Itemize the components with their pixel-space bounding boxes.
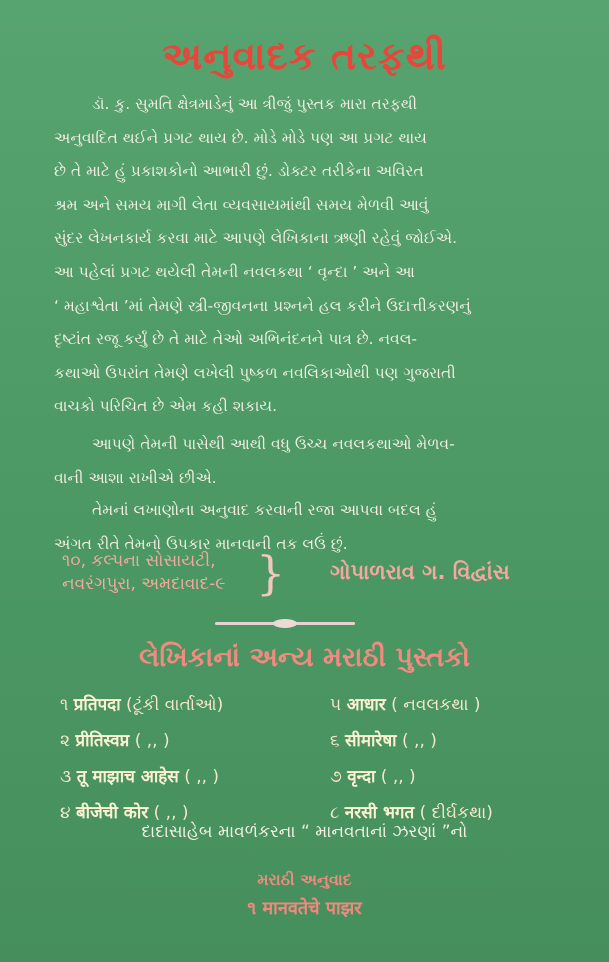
book-name: प्रतिपदा — [73, 695, 121, 715]
book-number: ૨ — [60, 731, 70, 751]
book-item — [60, 728, 170, 751]
paragraph-line: દૃષ્ટાંત રજૂ કર્યું છે તે માટે તેઓ અભિનંદનને પાત્ર છે. નવલ- — [54, 330, 418, 349]
book-name: बीजेची कोर — [75, 803, 149, 823]
paragraph-line: છે તે માટે હું પ્રકાશકોનો આભારી છું. ડોક્ટર તરીકેના અવિરત — [54, 162, 424, 181]
paragraph-line: આ પહેલાં પ્રગટ થયેલી તેમની નવલકથા ‘ વૃન્દા ’ અને આ — [54, 262, 415, 281]
footer-translation-title: ૧ मानवतेचे पाझर — [247, 898, 362, 919]
address-line-2: નવરંગપુરા, અમદાવાદ-૯ — [62, 574, 226, 594]
paragraph-line: કથાઓ ઉપરાંત તેમણે લખેલી પુષ્કળ નવલિકાઓથી પણ ગુજરાતી — [54, 363, 456, 382]
dadasaheb-line: દાદાસાહેબ માવળંકરના “ માનવતાનાં ઝરણાં ”નો — [141, 822, 468, 842]
paragraph-line: સુંદર લેખનકાર્ય કરવા માટે આપણે લેખિકાના ઋણી રહેવું જોઈએ. — [54, 229, 458, 248]
book-row — [60, 764, 580, 800]
preface-paragraph-1 — [54, 88, 560, 424]
book-name: वृन्दा — [347, 767, 376, 787]
page-title: અનુવાદક તરફથી — [162, 34, 447, 78]
translator-address — [62, 550, 225, 596]
book-number: ૪ — [60, 803, 71, 823]
address-line-1: ૧૦, કલ્પના સોસાયટી, — [62, 551, 216, 571]
preface-paragraph-2 — [54, 428, 560, 495]
book-item — [330, 764, 416, 787]
book-name: नरसी भगत — [344, 803, 415, 823]
paragraph-line: વાચકો પરિચિત છે એમ કહી શકાય. — [54, 397, 278, 416]
book-genre: ( ,, ) — [134, 731, 170, 751]
paragraph-line: આપણે તેમની પાસેથી આથી વધુ ઉચ્ચ નવલકથાઓ મેળવ- — [92, 435, 455, 453]
book-genre: (ટૂંકી વાર્તાઓ) — [126, 695, 224, 715]
paragraph-line: ડૉ. કુ. સુમતિ ક્ષેત્રમાડેનું આ ત્રીજું પુસ્તક મારા તરફથી — [92, 95, 418, 113]
book-number: ૩ — [60, 767, 72, 787]
book-number: ૭ — [330, 767, 342, 787]
book-row — [60, 692, 580, 728]
paragraph-line: વાની આશા રાખીએ છીએ. — [54, 468, 217, 487]
book-list — [60, 692, 580, 836]
book-number: ૧ — [60, 695, 69, 715]
book-item — [60, 692, 223, 715]
translator-signature: ગોપાળરાવ ગ. વિદ્વાંસ — [330, 560, 510, 584]
book-genre: ( ,, ) — [153, 803, 189, 823]
book-number: ૫ — [330, 695, 342, 715]
book-genre: ( નવલકથા ) — [391, 695, 481, 715]
book-item — [330, 728, 437, 751]
brace-icon: } — [256, 546, 286, 600]
book-item — [60, 764, 219, 787]
book-number: ૮ — [330, 803, 340, 823]
paragraph-line: તેમનાં લખાણોના અનુવાદ કરવાની રજા આપવા બદલ હું — [92, 501, 437, 519]
book-genre: ( ,, ) — [380, 767, 416, 787]
book-name: तू माझाच आहेस — [76, 767, 179, 787]
book-name: सीमारेषा — [344, 731, 397, 751]
book-item — [330, 692, 481, 715]
paragraph-line: ‘ મહાશ્વેતા ’માં તેમણે સ્ત્રી-જીવનના પ્રશ્નને હલ કરીને ઉદાત્તીકરણનું — [54, 296, 471, 315]
book-name: प्रीतिस्वप्न — [75, 731, 130, 751]
book-item — [330, 800, 493, 823]
book-genre: ( ,, ) — [184, 767, 220, 787]
book-number: ૬ — [330, 731, 340, 751]
book-genre: ( ,, ) — [402, 731, 437, 751]
other-books-heading: લેખિકાનાં અન્ય મરાઠી પુસ્તકો — [138, 642, 471, 673]
paragraph-line: અનુવાદિત થઈને પ્રગટ થાય છે. મોડે મોડે પણ આ પ્રગટ થાય — [54, 128, 427, 147]
book-name: आधार — [346, 695, 386, 715]
paragraph-line: શ્રમ અને સમય માગી લેતા વ્યવસાયમાંથી સમય મેળવી આવું — [54, 195, 429, 214]
book-genre: ( દીર્ઘકથા) — [419, 803, 493, 823]
footer-translation-label: મરાઠી અનુવાદ — [257, 870, 352, 889]
paragraph-line: અંગત રીતે તેમનો ઉપકાર માનવાની તક લઉં છું. — [54, 534, 348, 553]
ornamental-divider — [215, 622, 355, 625]
book-item — [60, 800, 189, 823]
book-row — [60, 728, 580, 764]
